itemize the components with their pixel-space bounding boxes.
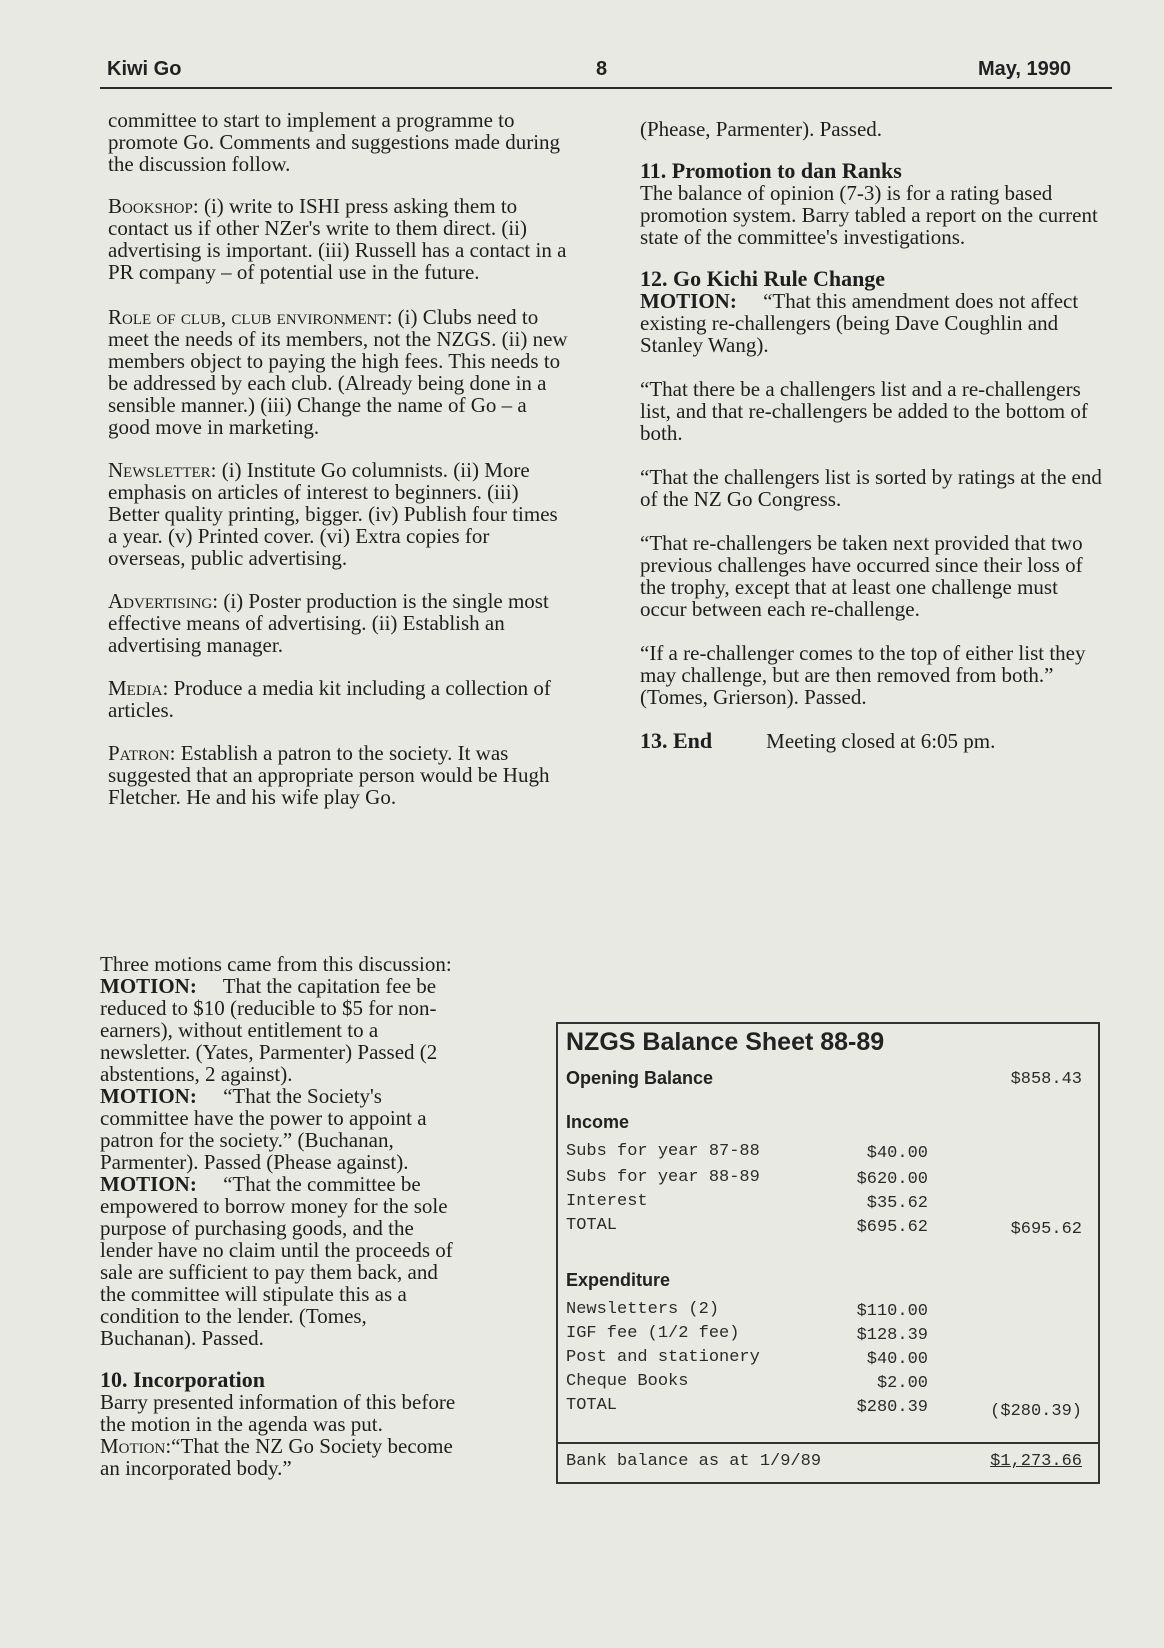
balance-sheet-title: NZGS Balance Sheet 88-89 [566, 1028, 885, 1056]
income-row-label: Subs for year 87-88 [566, 1142, 760, 1161]
expenditure-row-value: $40.00 [866, 1350, 928, 1369]
bank-balance-divider [558, 1442, 1098, 1444]
section-11-title: 11. Promotion to dan Ranks [640, 158, 902, 183]
opening-balance-value: $858.43 [1010, 1070, 1082, 1089]
newsletter-text: (i) Institute Go columnists. (ii) More emphasis on articles of interest to beginners. (iii) Better quality printing, bigger. (iv) Publish four times a year. (v) Printed cover. (vi) Extra copies for overseas, public advertising. [108, 458, 558, 570]
expenditure-row-label: Post and stationery [566, 1348, 760, 1367]
section-10-motion-text: “That the NZ Go Society become an incorporated body.” [100, 1434, 453, 1480]
role-paragraph [108, 306, 572, 438]
motion-3 [100, 1173, 458, 1349]
motion-1-text: That the capitation fee be reduced to $10 (reducible to $5 for non-earners), without entitlement to a newsletter. (Yates, Parmenter) Passed (2 abstentions, 2 against). [100, 974, 438, 1086]
left-column-lower [100, 953, 458, 1479]
income-row-value: $35.62 [866, 1194, 928, 1213]
motion-1 [100, 975, 458, 1085]
expenditure-total-label: TOTAL [566, 1396, 618, 1415]
expenditure-total-value: $280.39 [856, 1398, 928, 1417]
income-row-label: Subs for year 88-89 [566, 1168, 760, 1187]
section-12-motion [640, 290, 1102, 356]
section-12-motion-label: MOTION: [640, 289, 737, 313]
section-12-p5: “If a re-challenger comes to the top of either list they may challenge, but are then removed from both.” (Tomes, Grierson). Passed. [640, 641, 1086, 709]
expenditure-row-value: $2.00 [876, 1374, 928, 1393]
motion-1-label: MOTION: [100, 974, 197, 998]
income-row-label: Interest [566, 1192, 648, 1211]
motion-3-label: MOTION: [100, 1172, 197, 1196]
page-number: 8 [596, 58, 608, 80]
expenditure-row-label: IGF fee (1/2 fee) [566, 1324, 740, 1343]
expenditure-row-value: $128.39 [856, 1326, 928, 1345]
motion-2-text: “That the Society's committee have the power to appoint a patron for the society.” (Buchanan, Parmenter). Passed (Phease against). [100, 1084, 427, 1174]
section-11-text: The balance of opinion (7-3) is for a rating based promotion system. Barry tabled a report on the current state of the committee's investigations. [640, 181, 1098, 249]
header-rule [100, 87, 1112, 89]
media-heading: Media: [108, 676, 169, 700]
section-10-title: 10. Incorporation [100, 1367, 265, 1392]
carryover-text: (Phease, Parmenter). Passed. [640, 117, 883, 141]
newsletter-paragraph [108, 459, 572, 569]
expenditure-heading: Expenditure [566, 1270, 671, 1290]
expenditure-row-label: Cheque Books [566, 1372, 689, 1391]
section-12-title: 12. Go Kichi Rule Change [640, 266, 886, 291]
income-row-value: $40.00 [866, 1144, 928, 1163]
expenditure-total-right: ($280.39) [990, 1402, 1082, 1421]
left-column-upper [108, 109, 572, 808]
right-column [640, 118, 1102, 752]
bookshop-paragraph [108, 195, 572, 283]
advertising-text: (i) Poster production is the single most effective means of advertising. (ii) Establish an advertising manager. [108, 589, 549, 657]
media-paragraph [108, 677, 572, 721]
media-text: Produce a media kit including a collection of articles. [108, 676, 551, 722]
bank-balance-label: Bank balance as at 1/9/89 [566, 1452, 822, 1471]
motion-2 [100, 1085, 458, 1173]
bank-balance-value: $1,273.66 [990, 1452, 1082, 1471]
opening-balance-label: Opening Balance [566, 1068, 714, 1088]
income-total-label: TOTAL [566, 1216, 618, 1235]
issue-date: May, 1990 [978, 58, 1072, 80]
section-12-p2: “That there be a challengers list and a re-challengers list, and that re-challengers be added to the bottom of both. [640, 377, 1088, 445]
section-10-text: Barry presented information of this before the motion in the agenda was put. [100, 1390, 456, 1436]
income-total-value: $695.62 [856, 1218, 928, 1237]
section-10-motion [100, 1435, 458, 1479]
advertising-paragraph [108, 590, 572, 656]
income-row-value: $620.00 [856, 1170, 928, 1189]
publication-name: Kiwi Go [107, 58, 182, 80]
income-heading: Income [566, 1112, 630, 1132]
patron-text: Establish a patron to the society. It was suggested that an appropriate person would be Hugh Fletcher. He and his wife play Go. [108, 741, 550, 809]
section-13-text: Meeting closed at 6:05 pm. [766, 729, 996, 753]
section-12-p4: “That re-challengers be taken next provided that two previous challenges have occurred since their loss of the trophy, except that at least one challenge must occur between each re-challenge. [640, 531, 1083, 621]
bookshop-text: (i) write to ISHI press asking them to contact us if other NZer's write to them direct. (ii) advertising is important. (iii) Russell has a contact in a PR company – of potential use in the future. [108, 194, 567, 284]
motions-intro: Three motions came from this discussion: [100, 952, 452, 976]
intro-paragraph: committee to start to implement a programme to promote Go. Comments and suggestions made during the discussion follow. [108, 108, 561, 176]
patron-paragraph [108, 742, 572, 808]
section-12-p1: “That this amendment does not affect existing re-challengers (being Dave Coughlin and Stanley Wang). [640, 289, 1079, 357]
newsletter-heading: Newsletter: [108, 458, 217, 482]
motion-2-label: MOTION: [100, 1084, 197, 1108]
income-total-right: $695.62 [1010, 1220, 1082, 1239]
section-13-title: 13. End [640, 728, 713, 753]
section-10-motion-label: Motion: [100, 1434, 172, 1458]
role-heading: Role of club, club environment: [108, 305, 393, 329]
balance-sheet [556, 1022, 1100, 1484]
bookshop-heading: Bookshop: [108, 194, 199, 218]
role-text: (i) Clubs need to meet the needs of its members, not the NZGS. (ii) new members object to paying the high fees. This needs to be addressed by each club. (Already being done in a sensible manner.) (iii) Change the name of Go – a good move in marketing. [108, 305, 568, 439]
motion-3-text: “That the committee be empowered to borrow money for the sole purpose of purchasing goods, and the lender have no claim until the proceeds of sale are sufficient to pay them back, and the committee will stipulate this as a condition to the lender. (Tomes, Buchanan). Passed. [100, 1172, 453, 1350]
section-13 [640, 730, 1102, 752]
expenditure-row-label: Newsletters (2) [566, 1300, 720, 1319]
section-12-p3: “That the challengers list is sorted by ratings at the end of the NZ Go Congress. [640, 465, 1102, 511]
expenditure-row-value: $110.00 [856, 1302, 928, 1321]
advertising-heading: Advertising: [108, 589, 219, 613]
patron-heading: Patron: [108, 741, 176, 765]
